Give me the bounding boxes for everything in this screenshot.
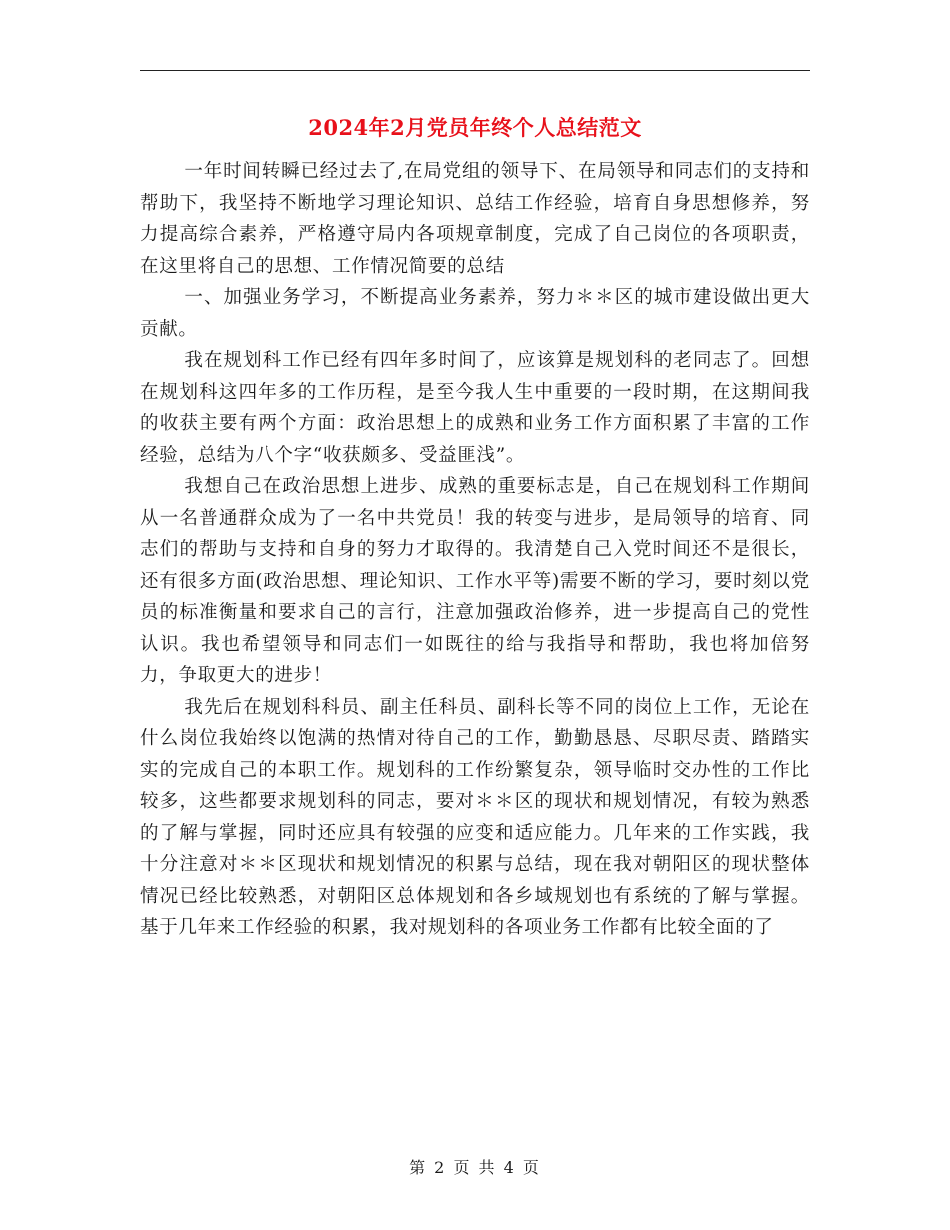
- header-rule: [140, 70, 810, 71]
- document-body: [140, 156, 810, 944]
- paragraph-intro: 一年时间转瞬已经过去了,在局党组的领导下、在局领导和同志们的支持和帮助下，我坚持不断地学习理论知识、总结工作经验，培育自身思想修养，努力提高综合素养，严格遵守局内各项规章制度，完成了自己岗位的各项职责，在这里将自己的思想、工作情况简要的总结: [140, 161, 810, 277]
- paragraph-work-positions: 我先后在规划科科员、副主任科员、副科长等不同的岗位上工作，无论在什么岗位我始终以饱满的热情对待自己的工作，勤勤恳恳、尽职尽责、踏踏实实的完成自己的本职工作。规划科的工作纷繁复杂，领导临时交办性的工作比较多，这些都要求规划科的同志，要对＊＊区的现状和规划情况，有较为熟悉的了解与掌握，同时还应具有较强的应变和适应能力。几年来的工作实践，我十分注意对＊＊区现状和规划情况的积累与总结，现在我对朝阳区的现状整体情况已经比较熟悉，对朝阳区总体规划和各乡域规划也有系统的了解与掌握。基于几年来工作经验的积累，我对规划科的各项业务工作都有比较全面的了: [140, 696, 810, 938]
- document-title: 2024年2月党员年终个人总结范文: [308, 115, 642, 140]
- paragraph-political-growth: 我想自己在政治思想上进步、成熟的重要标志是，自己在规划科工作期间从一名普通群众成为了一名中共党员！我的转变与进步，是局领导的培育、同志们的帮助与支持和自身的努力才取得的。我清楚自己入党时间还不是很长，还有很多方面(政治思想、理论知识、工作水平等)需要不断的学习，要时刻以党员的标准衡量和要求自己的言行，注意加强政治修养，进一步提高自己的党性认识。我也希望领导和同志们一如既往的给与我指导和帮助，我也将加倍努力，争取更大的进步！: [140, 476, 810, 686]
- paragraph-section-heading: 一、加强业务学习，不断提高业务素养，努力＊＊区的城市建设做出更大贡献。: [140, 287, 810, 340]
- paragraph-experience: 我在规划科工作已经有四年多时间了，应该算是规划科的老同志了。回想在规划科这四年多的工作历程，是至今我人生中重要的一段时期，在这期间我的收获主要有两个方面：政治思想上的成熟和业务工作方面积累了丰富的工作经验，总结为八个字“收获颇多、受益匪浅”。: [140, 350, 810, 466]
- page-number: 第 2 页 共 4 页: [409, 1158, 541, 1177]
